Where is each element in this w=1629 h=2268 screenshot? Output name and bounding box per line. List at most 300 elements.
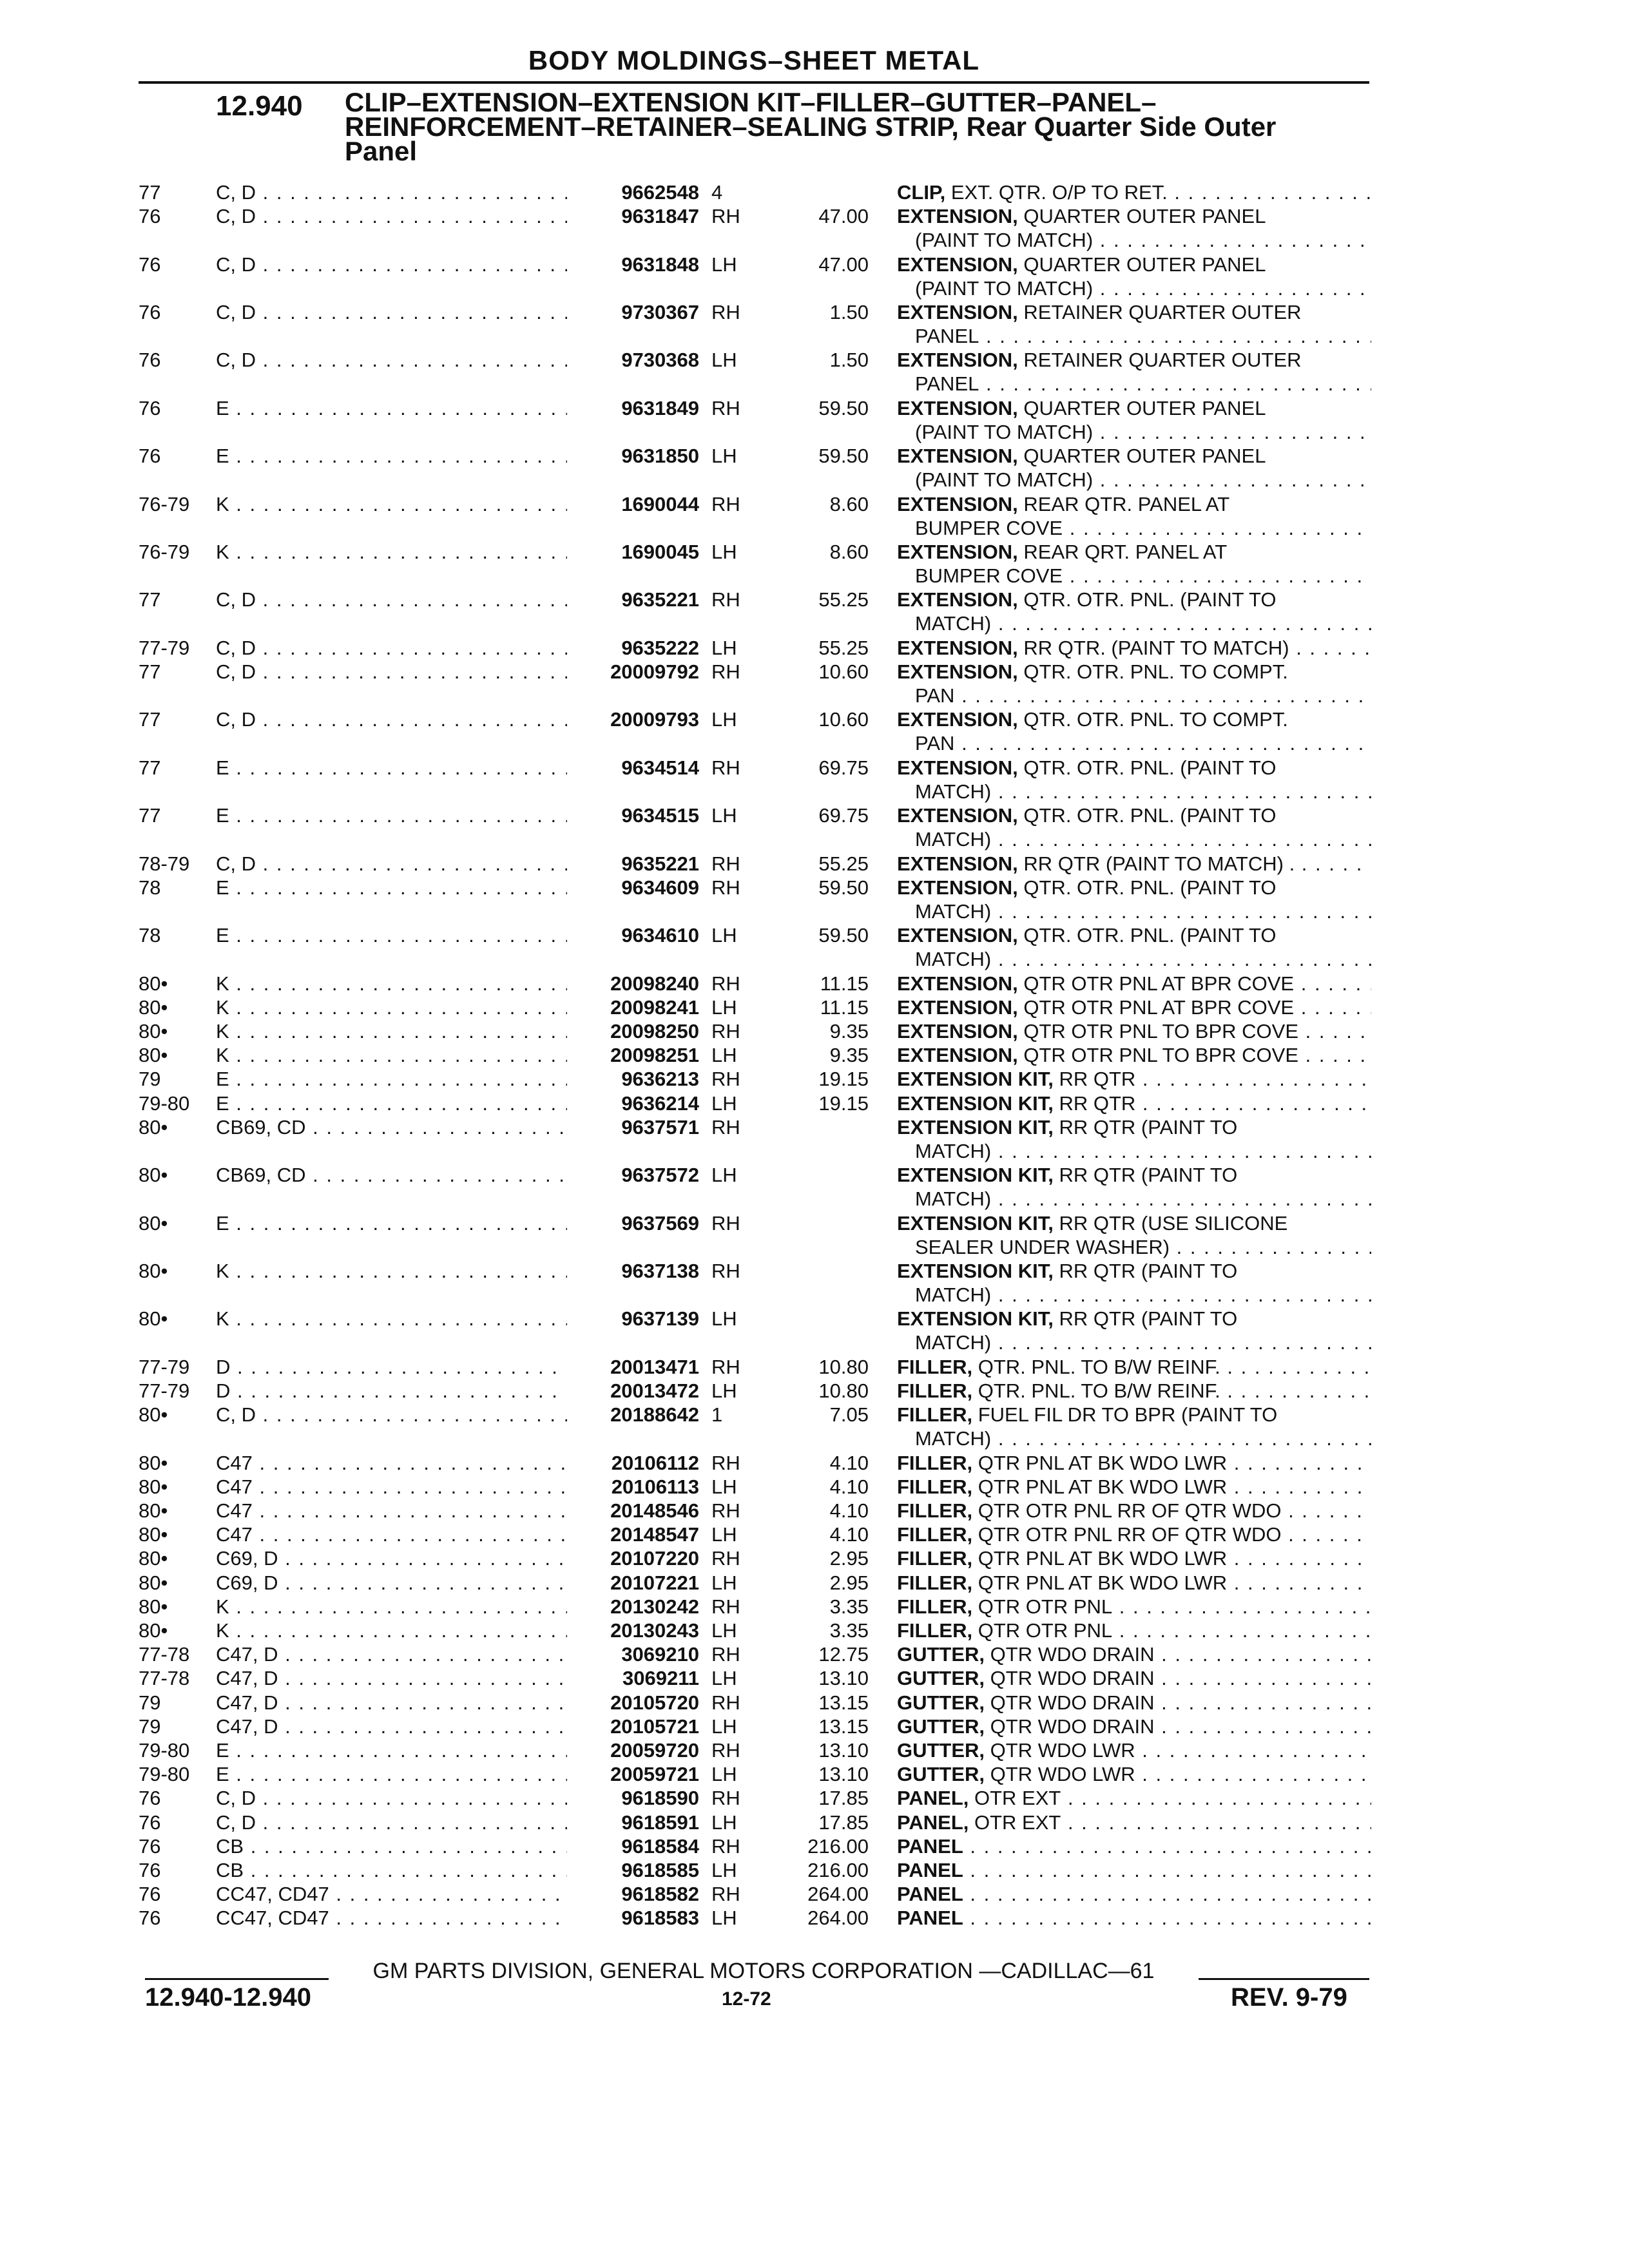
section-number: 12.940	[216, 90, 303, 122]
description-text: QTR. OTR. PNL. (PAINT TO	[1017, 924, 1277, 947]
cell-price: 10.60	[818, 708, 869, 731]
cell-price: 3.35	[829, 1595, 869, 1618]
cell-model: D . . .	[216, 1355, 567, 1379]
cell-part-number: 3069211	[622, 1667, 699, 1690]
description-text: QTR OTR PNL TO BPR COVE	[1017, 1044, 1298, 1067]
cell-quantity: LH	[711, 1811, 737, 1834]
cell-year: 76	[139, 301, 161, 323]
cell-quantity: RH	[711, 1355, 740, 1378]
description-line2: (PAINT TO MATCH) . . .	[897, 420, 1371, 444]
description-text: QTR WDO DRAIN	[985, 1715, 1155, 1738]
cell-price: 2.95	[829, 1547, 869, 1570]
cell-part-number: 9635221	[621, 852, 699, 875]
description-keyword: FILLER,	[897, 1355, 973, 1378]
cell-quantity: RH	[711, 301, 740, 323]
cell-quantity: LH	[711, 349, 737, 372]
cell-price: 19.15	[818, 1068, 869, 1091]
cell-model: CB69, CD . . .	[216, 1163, 567, 1187]
description-line1	[897, 1666, 1371, 1690]
cell-year: 77-78	[139, 1643, 190, 1666]
description-keyword: FILLER,	[897, 1451, 973, 1474]
cell-price: 9.35	[829, 1044, 869, 1067]
cell-price: 17.85	[818, 1787, 869, 1810]
cell-quantity: LH	[711, 995, 737, 1019]
cell-description	[897, 1691, 1371, 1715]
cell-part-number: 3069210	[621, 1643, 699, 1666]
cell-quantity: RH	[711, 1691, 740, 1714]
cell-part-number: 9636213	[621, 1068, 699, 1091]
cell-model: C, D . . .	[216, 852, 567, 876]
cell-part-number: 9637138	[621, 1260, 699, 1282]
cell-description	[897, 1067, 1371, 1091]
description-line1	[897, 1043, 1371, 1067]
cell-year: 76	[139, 349, 161, 372]
description-keyword: GUTTER,	[897, 1739, 985, 1762]
cell-price: 55.25	[818, 636, 869, 659]
cell-part-number: 9634609	[621, 876, 699, 899]
section-title-line1: CLIP–EXTENSION–EXTENSION KIT–FILLER–GUTTER–PANEL–	[345, 87, 1157, 117]
description-keyword: EXTENSION,	[897, 492, 1018, 515]
cell-model: E . . .	[216, 1738, 567, 1762]
description-line1	[897, 204, 1371, 228]
cell-price: 4.10	[829, 1475, 869, 1498]
cell-part-number: 9618582	[621, 1883, 699, 1906]
description-keyword: PANEL	[897, 1907, 963, 1930]
cell-description	[897, 1715, 1371, 1738]
cell-description	[897, 1259, 1371, 1307]
cell-quantity: LH	[711, 1715, 737, 1738]
description-line1	[897, 756, 1371, 780]
cell-year: 79-80	[139, 1763, 190, 1786]
page-header	[139, 45, 1369, 84]
cell-price: 12.75	[818, 1643, 869, 1666]
cell-price: 264.00	[807, 1883, 869, 1906]
description-line1	[897, 923, 1371, 947]
description-keyword: EXTENSION KIT,	[897, 1115, 1054, 1139]
cell-part-number: 20130242	[610, 1595, 699, 1618]
cell-model: K . . .	[216, 1019, 567, 1043]
cell-quantity: RH	[711, 1068, 740, 1091]
cell-part-number: 9637139	[621, 1307, 699, 1331]
cell-part-number: 9618590	[621, 1787, 699, 1810]
description-line2: (PAINT TO MATCH) . . .	[897, 468, 1371, 492]
cell-year: 80•	[139, 1403, 168, 1427]
description-line1	[897, 540, 1371, 564]
description-keyword: EXTENSION,	[897, 1044, 1018, 1067]
description-keyword: PANEL,	[897, 1811, 969, 1834]
cell-year: 80•	[139, 1475, 168, 1498]
description-text: QTR. OTR. PNL. TO COMPT.	[1017, 660, 1288, 683]
description-line2: MATCH) . . .	[897, 1139, 1371, 1163]
description-line1	[897, 1571, 1371, 1595]
description-text: QTR OTR PNL AT BPR COVE	[1017, 972, 1295, 995]
description-line2: PAN . . .	[897, 684, 1371, 707]
cell-part-number: 9637572	[621, 1164, 699, 1187]
cell-price: 47.00	[818, 205, 869, 228]
cell-quantity: LH	[711, 1164, 737, 1187]
description-text: RR QTR. (PAINT TO MATCH)	[1017, 636, 1289, 659]
description-line1	[897, 1475, 1371, 1499]
cell-model: K . . .	[216, 1043, 567, 1067]
description-text: REAR QRT. PANEL AT	[1017, 541, 1228, 563]
cell-part-number: 20105720	[610, 1691, 699, 1714]
cell-description	[897, 972, 1371, 995]
cell-model: C47 . . .	[216, 1523, 567, 1546]
cell-year: 79-80	[139, 1739, 190, 1762]
cell-price: 59.50	[818, 876, 869, 899]
cell-part-number: 20106112	[611, 1451, 699, 1474]
description-line1	[897, 1762, 1371, 1786]
description-line1	[897, 1067, 1371, 1091]
cell-quantity: RH	[711, 1595, 740, 1618]
description-line2: MATCH) . . .	[897, 780, 1371, 803]
cell-part-number: 20098250	[610, 1020, 699, 1043]
cell-quantity: LH	[711, 1091, 737, 1115]
description-keyword: FILLER,	[897, 1523, 973, 1546]
cell-description	[897, 1571, 1371, 1595]
cell-part-number: 20105721	[610, 1715, 699, 1738]
description-keyword: EXTENSION,	[897, 541, 1018, 563]
cell-part-number: 9730368	[621, 349, 699, 372]
description-line2: MATCH) . . .	[897, 827, 1371, 851]
cell-quantity: RH	[711, 492, 740, 515]
cell-part-number: 20009792	[610, 660, 699, 683]
cell-year: 76-79	[139, 492, 190, 515]
cell-quantity: RH	[711, 756, 740, 779]
description-keyword: EXTENSION,	[897, 876, 1018, 899]
description-text: RR QTR (PAINT TO	[1053, 1115, 1238, 1139]
cell-model: C, D . . .	[216, 588, 567, 611]
description-text: RETAINER QUARTER OUTER	[1017, 349, 1302, 372]
description-text: QTR. PNL. TO B/W REINF.	[972, 1355, 1220, 1378]
cell-quantity: LH	[711, 1763, 737, 1786]
cell-description	[897, 1642, 1371, 1666]
cell-description	[897, 1475, 1371, 1499]
cell-year: 79	[139, 1068, 161, 1091]
cell-description	[897, 1163, 1371, 1211]
cell-description	[897, 756, 1371, 803]
cell-price: 9.35	[829, 1020, 869, 1043]
cell-year: 80•	[139, 1115, 168, 1139]
cell-description	[897, 803, 1371, 851]
description-line1	[897, 1738, 1371, 1762]
cell-quantity: LH	[711, 804, 737, 827]
cell-price: 55.25	[818, 852, 869, 875]
cell-description	[897, 204, 1371, 252]
cell-price: 4.10	[829, 1499, 869, 1522]
cell-year: 76	[139, 1883, 161, 1906]
description-text: RR QTR (USE SILICONE	[1053, 1211, 1288, 1235]
section-title	[345, 87, 1376, 166]
description-keyword: EXTENSION,	[897, 1020, 1018, 1043]
cell-quantity: 1	[711, 1403, 723, 1427]
cell-description	[897, 1906, 1371, 1930]
cell-description	[897, 300, 1371, 348]
description-keyword: EXTENSION KIT,	[897, 1307, 1054, 1331]
description-keyword: FILLER,	[897, 1499, 973, 1522]
cell-description	[897, 540, 1371, 588]
cell-description	[897, 660, 1371, 707]
cell-year: 80•	[139, 1523, 168, 1546]
description-keyword: EXTENSION,	[897, 301, 1018, 323]
cell-year: 77-78	[139, 1667, 190, 1690]
description-text: RR QTR	[1053, 1068, 1136, 1091]
cell-quantity: RH	[711, 1883, 740, 1906]
cell-quantity: LH	[711, 1619, 737, 1642]
cell-year: 80•	[139, 1020, 168, 1043]
description-text: EXT. QTR. O/P TO RET.	[945, 181, 1168, 204]
cell-quantity: RH	[711, 1211, 740, 1235]
cell-part-number: 20130243	[610, 1619, 699, 1642]
cell-price: 216.00	[807, 1859, 869, 1881]
cell-description	[897, 1858, 1371, 1882]
cell-model: C47 . . .	[216, 1475, 567, 1499]
cell-part-number: 1690044	[621, 492, 699, 515]
description-text: QTR. OTR. PNL. (PAINT TO	[1017, 588, 1277, 611]
cell-quantity: RH	[711, 1499, 740, 1522]
description-keyword: EXTENSION,	[897, 588, 1018, 611]
footer-revision: REV. 9-79	[1231, 1983, 1347, 2012]
description-keyword: EXTENSION,	[897, 756, 1018, 779]
cell-year: 76-79	[139, 541, 190, 563]
description-text: RETAINER QUARTER OUTER	[1017, 301, 1302, 323]
cell-price: 13.15	[818, 1715, 869, 1738]
cell-description	[897, 588, 1371, 635]
cell-year: 80•	[139, 1044, 168, 1067]
description-keyword: EXTENSION KIT,	[897, 1091, 1054, 1115]
cell-model: E . . .	[216, 1067, 567, 1091]
description-line1	[897, 1259, 1371, 1283]
cell-description	[897, 1379, 1371, 1403]
description-line1	[897, 1019, 1371, 1043]
cell-price: 1.50	[829, 301, 869, 323]
description-text: QTR. PNL. TO B/W REINF.	[972, 1379, 1220, 1402]
cell-model: C47, D . . .	[216, 1666, 567, 1690]
cell-year: 80•	[139, 1571, 168, 1594]
description-keyword: FILLER,	[897, 1571, 973, 1594]
cell-description	[897, 1786, 1371, 1810]
description-keyword: FILLER,	[897, 1595, 973, 1618]
description-line2: PAN . . .	[897, 731, 1371, 755]
cell-part-number: 20107221	[610, 1571, 699, 1594]
cell-description	[897, 1307, 1371, 1354]
cell-quantity: RH	[711, 876, 740, 899]
cell-description	[897, 492, 1371, 540]
cell-description	[897, 1546, 1371, 1570]
description-text: RR QTR (PAINT TO MATCH) .	[1017, 852, 1295, 875]
cell-quantity: LH	[711, 253, 737, 276]
cell-model: C47, D . . .	[216, 1691, 567, 1715]
description-keyword: EXTENSION,	[897, 636, 1018, 659]
cell-price: 69.75	[818, 756, 869, 779]
footer-section-range: 12.940-12.940	[145, 1983, 312, 2012]
cell-year: 77	[139, 181, 161, 204]
description-text: QTR WDO DRAIN	[985, 1667, 1155, 1690]
description-line2: MATCH) . . .	[897, 1283, 1371, 1307]
description-line1	[897, 1546, 1371, 1570]
description-line1	[897, 1091, 1371, 1115]
description-text: QTR. OTR. PNL. (PAINT TO	[1017, 804, 1277, 827]
cell-year: 78	[139, 876, 161, 899]
cell-quantity: RH	[711, 396, 740, 419]
cell-year: 80•	[139, 1547, 168, 1570]
cell-quantity: 4	[711, 181, 723, 204]
cell-quantity: LH	[711, 1907, 737, 1930]
cell-year: 80•	[139, 1595, 168, 1618]
description-line1	[897, 396, 1371, 420]
cell-year: 76	[139, 445, 161, 468]
cell-model: E . . .	[216, 876, 567, 899]
description-text: QTR WDO LWR	[985, 1763, 1135, 1786]
description-line2: (PAINT TO MATCH) . . .	[897, 228, 1371, 252]
cell-price: 4.10	[829, 1451, 869, 1474]
cell-year: 76	[139, 253, 161, 276]
description-line2: MATCH) . . .	[897, 1331, 1371, 1354]
cell-price: 13.10	[818, 1739, 869, 1762]
cell-model: CB . . .	[216, 1834, 567, 1858]
cell-model: K . . .	[216, 1595, 567, 1619]
cell-part-number: 9618591	[621, 1811, 699, 1834]
cell-part-number: 20013472	[610, 1379, 699, 1402]
description-text: RR QTR (PAINT TO	[1053, 1164, 1238, 1187]
cell-description	[897, 636, 1371, 660]
cell-model: CB . . .	[216, 1858, 567, 1882]
cell-quantity: LH	[711, 1571, 737, 1594]
description-keyword: EXTENSION,	[897, 972, 1018, 995]
cell-price: 3.35	[829, 1619, 869, 1642]
cell-year: 77	[139, 588, 161, 611]
description-line1	[897, 1115, 1371, 1139]
cell-quantity: RH	[711, 1260, 740, 1282]
cell-model: C, D . . .	[216, 660, 567, 684]
cell-part-number: 9631850	[621, 445, 699, 468]
cell-year: 80•	[139, 1307, 168, 1331]
description-line1	[897, 660, 1371, 684]
description-line1	[897, 180, 1371, 204]
footer-publisher: GM PARTS DIVISION, GENERAL MOTORS CORPORATION —CADILLAC—61	[372, 1959, 1155, 1983]
cell-model: K . . .	[216, 1307, 567, 1331]
cell-description	[897, 1355, 1371, 1379]
cell-year: 79	[139, 1691, 161, 1714]
cell-year: 76	[139, 1787, 161, 1810]
cell-price: 264.00	[807, 1907, 869, 1930]
cell-description	[897, 180, 1371, 204]
description-line1	[897, 1858, 1371, 1882]
cell-part-number: 9635222	[621, 636, 699, 659]
cell-quantity: RH	[711, 588, 740, 611]
cell-model: E . . .	[216, 756, 567, 780]
cell-model: C, D . . .	[216, 707, 567, 731]
cell-description	[897, 1499, 1371, 1523]
cell-part-number: 20107220	[610, 1547, 699, 1570]
cell-year: 77	[139, 804, 161, 827]
description-keyword: EXTENSION KIT,	[897, 1164, 1054, 1187]
description-keyword: EXTENSION,	[897, 349, 1018, 372]
cell-description	[897, 1619, 1371, 1642]
description-line1	[897, 1523, 1371, 1546]
description-text: QTR OTR PNL	[972, 1595, 1113, 1618]
description-line1	[897, 1882, 1371, 1906]
cell-model: C47 . . .	[216, 1451, 567, 1475]
cell-part-number: 20098251	[610, 1044, 699, 1067]
cell-part-number: 20059720	[610, 1739, 699, 1762]
cell-model: CC47, CD47 . . .	[216, 1882, 567, 1906]
cell-quantity: RH	[711, 1547, 740, 1570]
description-text: QTR PNL AT BK WDO LWR	[972, 1571, 1228, 1594]
cell-model: K . . .	[216, 1619, 567, 1642]
cell-quantity: RH	[711, 660, 740, 683]
cell-price: 69.75	[818, 804, 869, 827]
footer-rule-left	[145, 1978, 329, 1980]
description-line1	[897, 803, 1371, 827]
description-text: QUARTER OUTER PANEL	[1017, 205, 1266, 228]
cell-description	[897, 444, 1371, 492]
description-line1	[897, 1307, 1371, 1331]
description-keyword: EXTENSION,	[897, 852, 1018, 875]
description-keyword: FILLER,	[897, 1379, 973, 1402]
cell-price: 4.10	[829, 1523, 869, 1546]
description-line1	[897, 1379, 1371, 1403]
description-line2: PANEL . . .	[897, 372, 1371, 396]
cell-model: C, D . . .	[216, 348, 567, 372]
cell-model: CB69, CD . . .	[216, 1115, 567, 1139]
cell-price: 47.00	[818, 253, 869, 276]
description-line1	[897, 1786, 1371, 1810]
description-keyword: CLIP,	[897, 181, 946, 204]
cell-year: 76	[139, 205, 161, 228]
description-text: QTR PNL AT BK WDO LWR	[972, 1547, 1228, 1570]
cell-year: 77	[139, 756, 161, 779]
cell-year: 78	[139, 924, 161, 947]
cell-price: 17.85	[818, 1811, 869, 1834]
description-text: QTR OTR PNL RR OF QTR WDO	[972, 1523, 1282, 1546]
cell-model: CC47, CD47 . . .	[216, 1906, 567, 1930]
cell-model: C47, D . . .	[216, 1642, 567, 1666]
description-keyword: EXTENSION KIT,	[897, 1068, 1054, 1091]
cell-part-number: 9634514	[621, 756, 699, 779]
description-keyword: EXTENSION KIT,	[897, 1211, 1054, 1235]
cell-model: K . . .	[216, 492, 567, 516]
description-text: QTR OTR PNL	[972, 1619, 1113, 1642]
cell-part-number: 9730367	[621, 301, 699, 323]
description-text: QUARTER OUTER PANEL	[1017, 396, 1266, 419]
cell-quantity: LH	[711, 1523, 737, 1546]
cell-quantity: RH	[711, 1834, 740, 1858]
description-text: QTR PNL AT BK WDO LWR	[972, 1475, 1228, 1498]
cell-part-number: 9637571	[621, 1115, 699, 1139]
cell-description	[897, 1666, 1371, 1690]
description-line1	[897, 492, 1371, 516]
cell-description	[897, 923, 1371, 971]
description-line2: PANEL . . .	[897, 324, 1371, 348]
description-keyword: EXTENSION KIT,	[897, 1260, 1054, 1282]
cell-part-number: 9618583	[621, 1907, 699, 1930]
description-line1	[897, 1715, 1371, 1738]
cell-year: 79-80	[139, 1091, 190, 1115]
cell-description	[897, 1762, 1371, 1786]
cell-price: 59.50	[818, 396, 869, 419]
description-line1	[897, 300, 1371, 324]
description-keyword: GUTTER,	[897, 1643, 985, 1666]
cell-description	[897, 1595, 1371, 1619]
description-keyword: EXTENSION,	[897, 205, 1018, 228]
cell-part-number: 9635221	[621, 588, 699, 611]
cell-model: C, D . . .	[216, 253, 567, 276]
description-line1	[897, 1811, 1371, 1834]
description-line1	[897, 876, 1371, 899]
cell-description	[897, 852, 1371, 876]
cell-quantity: RH	[711, 1115, 740, 1139]
